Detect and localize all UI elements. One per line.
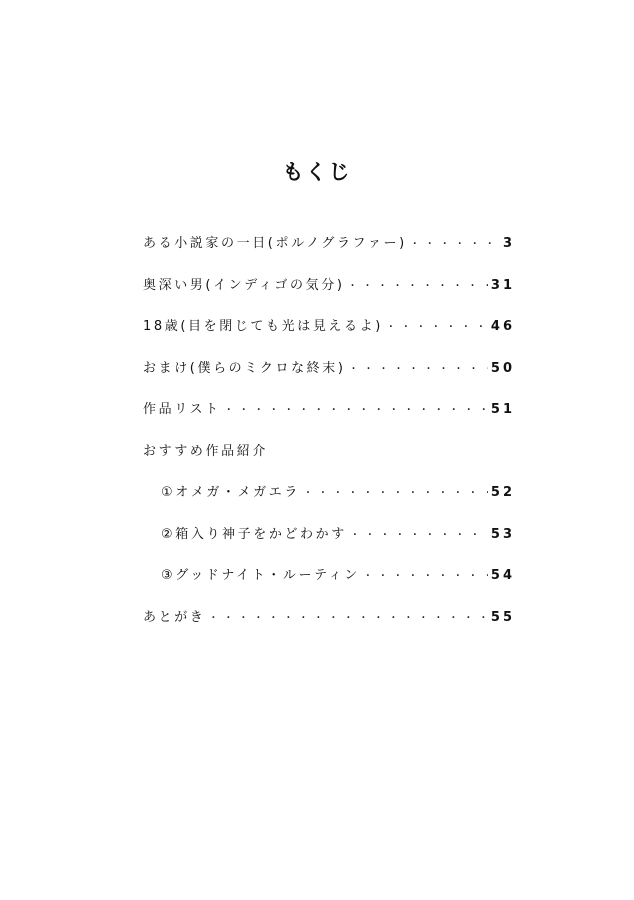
toc-entry <box>143 274 515 316</box>
leader-dots <box>348 277 488 292</box>
leader-dots <box>363 567 488 582</box>
toc-entry-label: ②箱入り神子をかどわかす <box>161 526 347 542</box>
toc-entry-label: 18歳(目を閉じても光は見えるよ) <box>143 319 383 334</box>
toc-entry-page: 51 <box>490 402 515 417</box>
leader-dots <box>224 401 488 416</box>
toc-entry <box>143 357 515 399</box>
toc-entry-label: ①オメガ・メガエラ <box>161 485 300 500</box>
toc-section-heading <box>143 440 515 482</box>
toc-entry <box>143 398 515 440</box>
toc-entry-page: 52 <box>490 485 515 500</box>
leader-dots <box>410 235 500 250</box>
toc-entry-label: ある小説家の一日(ポルノグラファー) <box>143 236 407 251</box>
toc-entry-label: おすすめ作品紹介 <box>143 443 268 459</box>
toc-entry-page: 53 <box>490 526 515 542</box>
toc-subentry <box>143 523 515 565</box>
toc-entry <box>143 315 515 357</box>
toc-entry-page: 54 <box>490 568 515 583</box>
leader-dots <box>350 526 488 541</box>
leader-dots <box>303 484 488 499</box>
toc-entry-page: 3 <box>502 236 515 251</box>
leader-dots <box>208 609 488 624</box>
toc-subentry <box>143 564 515 606</box>
toc-subentry <box>143 481 515 523</box>
toc-entry-page: 46 <box>490 319 515 334</box>
toc-entry-label: 奥深い男(インディゴの気分) <box>143 277 345 293</box>
toc-entry-label: ③グッドナイト・ルーティン <box>161 568 360 583</box>
leader-dots <box>386 318 488 333</box>
leader-dots <box>349 360 488 375</box>
toc-entry-page: 55 <box>490 609 515 625</box>
toc-entry <box>143 606 515 648</box>
toc-entry <box>143 232 515 274</box>
toc-entry-label: あとがき <box>143 609 206 625</box>
toc-entry-label: おまけ(僕らのミクロな終末) <box>143 360 346 376</box>
toc-entry-page: 50 <box>490 360 515 376</box>
toc-entry-page: 31 <box>490 277 515 293</box>
table-of-contents <box>143 232 515 647</box>
page-title: もくじ <box>282 160 352 184</box>
toc-entry-label: 作品リスト <box>143 402 221 417</box>
